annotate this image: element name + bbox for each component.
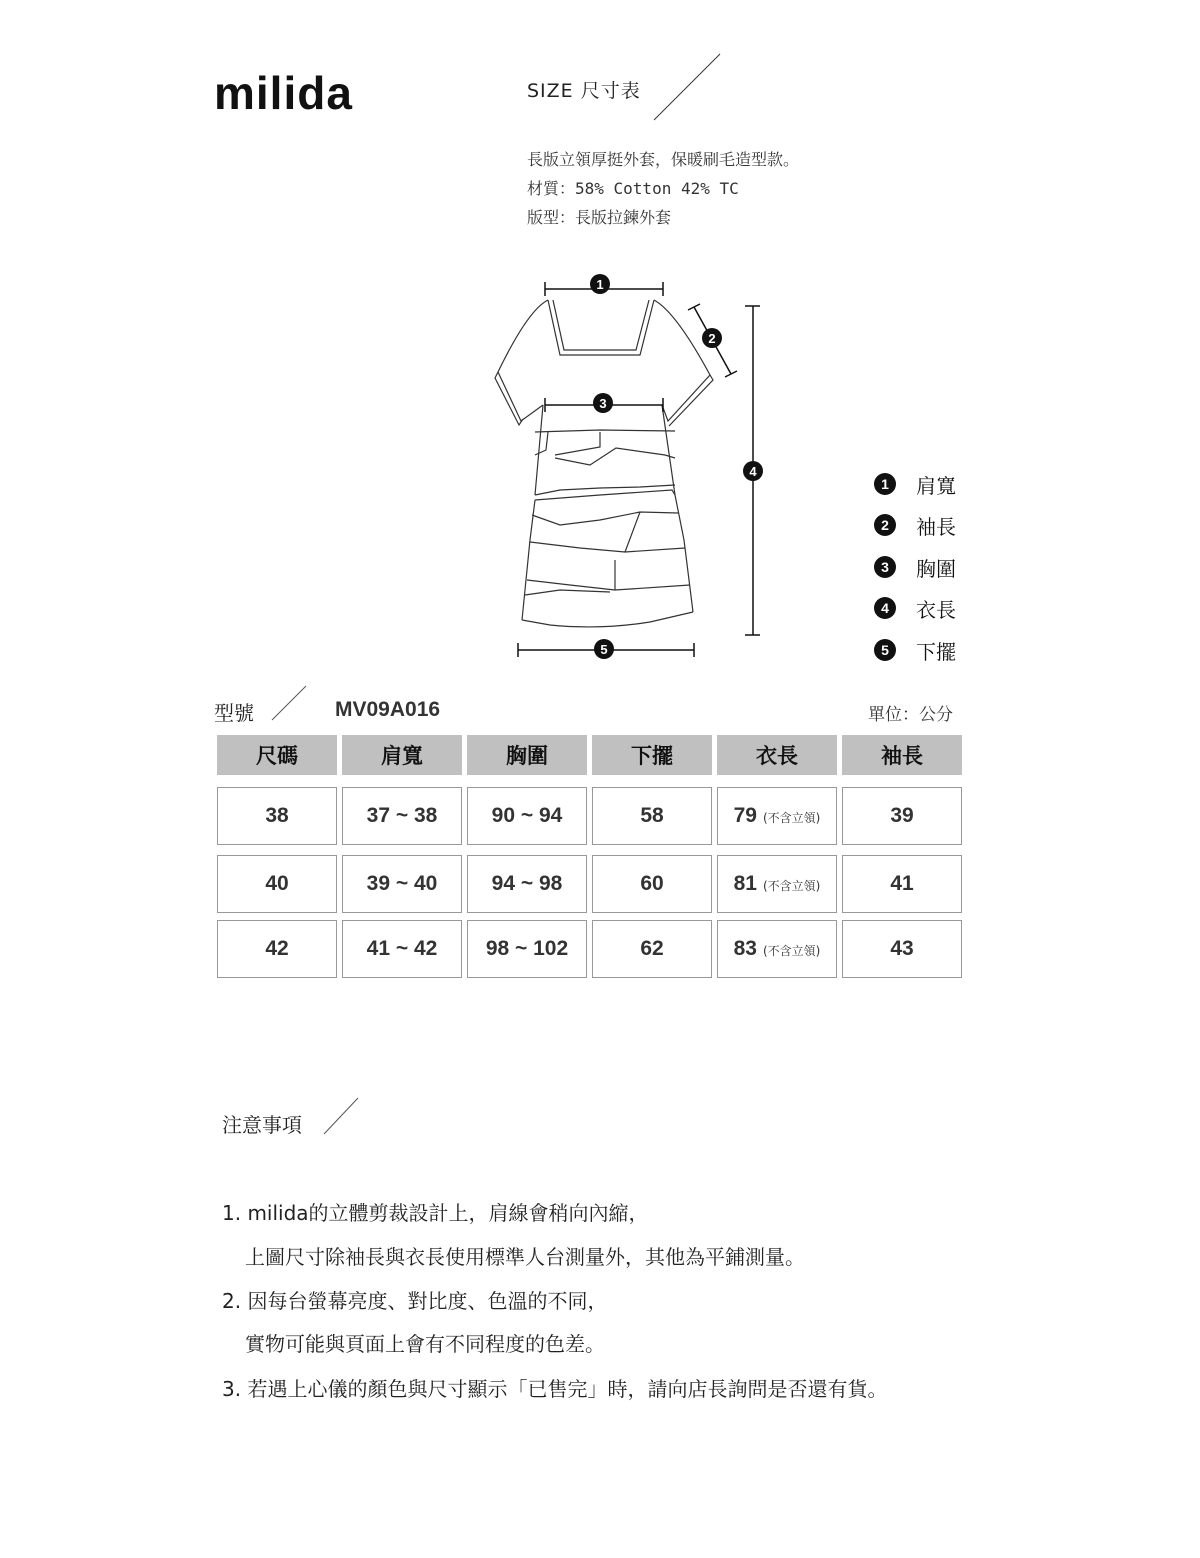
legend-number-icon: 3: [874, 556, 896, 578]
header-sleeve: 袖長: [842, 735, 962, 775]
legend-item-length: [874, 596, 956, 620]
header-shoulder: 肩寬: [342, 735, 462, 775]
length-value: 83: [733, 937, 757, 960]
product-fit: 版型：長版拉鍊外套: [527, 208, 672, 227]
legend-label: 肩寬: [916, 473, 956, 498]
cell-shoulder: 37 ~ 38: [342, 787, 462, 845]
length-value: 81: [733, 872, 757, 895]
cell-size: 38: [217, 787, 337, 845]
cell-hem: 60: [592, 855, 712, 913]
note-item-continuation: 上圖尺寸除袖長與衣長使用標準人台測量外，其他為平鋪測量。: [245, 1245, 805, 1269]
cell-length: [717, 920, 837, 978]
legend-number-icon: 5: [874, 639, 896, 661]
legend-label: 衣長: [916, 597, 956, 622]
svg-text:1: 1: [596, 277, 604, 292]
legend-number-icon: 2: [874, 514, 896, 536]
size-chart-title: SIZE 尺寸表: [527, 80, 641, 102]
svg-text:4: 4: [749, 464, 757, 479]
header-size: 尺碼: [217, 735, 337, 775]
model-code: MV09A016: [335, 698, 441, 721]
legend-item-hem: [874, 638, 956, 662]
legend-label: 袖長: [916, 514, 956, 539]
note-item: 3. 若遇上心儀的顏色與尺寸顯示「已售完」時，請向店長詢問是否還有貨。: [222, 1377, 888, 1401]
header-chest: 胸圍: [467, 735, 587, 775]
model-slash-divider: [270, 684, 310, 722]
svg-text:2: 2: [708, 331, 716, 346]
model-label: 型號: [214, 701, 254, 725]
legend-number-icon: 4: [874, 597, 896, 619]
legend-item-sleeve: [874, 513, 956, 537]
note-item-continuation: 實物可能與頁面上會有不同程度的色差。: [245, 1332, 605, 1356]
marker-2-icon: [702, 328, 722, 348]
cell-hem: 58: [592, 787, 712, 845]
length-note: (不含立領): [762, 944, 821, 958]
dress-outline: [495, 300, 716, 627]
marker-5-icon: [594, 639, 614, 659]
header-length: 衣長: [717, 735, 837, 775]
note-item: 1. milida的立體剪裁設計上，肩線會稍向內縮，: [222, 1201, 649, 1225]
garment-diagram: [490, 270, 770, 665]
length-value: 79: [733, 804, 757, 827]
legend-item-chest: [874, 555, 956, 579]
cell-shoulder: 39 ~ 40: [342, 855, 462, 913]
table-header-row: [217, 735, 962, 775]
cell-size: 42: [217, 920, 337, 978]
legend-label: 胸圍: [916, 556, 956, 581]
marker-1-icon: [590, 274, 610, 294]
length-note: (不含立領): [762, 879, 821, 893]
notes-slash-divider: [322, 1096, 362, 1136]
cell-sleeve: 41: [842, 855, 962, 913]
cell-shoulder: 41 ~ 42: [342, 920, 462, 978]
marker-3-icon: [593, 393, 613, 413]
cell-length: [717, 787, 837, 845]
product-material: 材質：58% Cotton 42% TC: [527, 179, 739, 198]
table-row: [217, 855, 962, 913]
marker-4-icon: [743, 461, 763, 481]
legend-number-icon: 1: [874, 473, 896, 495]
size-table: [212, 735, 967, 978]
brand-logo: milida: [214, 67, 353, 119]
cell-length: [717, 855, 837, 913]
cell-chest: 94 ~ 98: [467, 855, 587, 913]
length-note: (不含立領): [762, 811, 821, 825]
cell-hem: 62: [592, 920, 712, 978]
cell-chest: 90 ~ 94: [467, 787, 587, 845]
svg-text:5: 5: [600, 642, 608, 657]
table-row: [217, 787, 962, 845]
title-slash-divider: [650, 52, 722, 122]
table-row: [217, 920, 962, 978]
cell-size: 40: [217, 855, 337, 913]
cell-sleeve: 39: [842, 787, 962, 845]
legend-label: 下擺: [916, 639, 956, 664]
svg-text:3: 3: [599, 396, 607, 411]
cell-chest: 98 ~ 102: [467, 920, 587, 978]
cell-sleeve: 43: [842, 920, 962, 978]
header-hem: 下擺: [592, 735, 712, 775]
note-item: 2. 因每台螢幕亮度、對比度、色溫的不同，: [222, 1289, 608, 1313]
unit-label: 單位：公分: [868, 705, 953, 725]
legend-item-shoulder: [874, 472, 956, 496]
product-description: 長版立領厚挺外套，保暖刷毛造型款。: [527, 150, 800, 169]
notes-title: 注意事項: [222, 1113, 302, 1137]
